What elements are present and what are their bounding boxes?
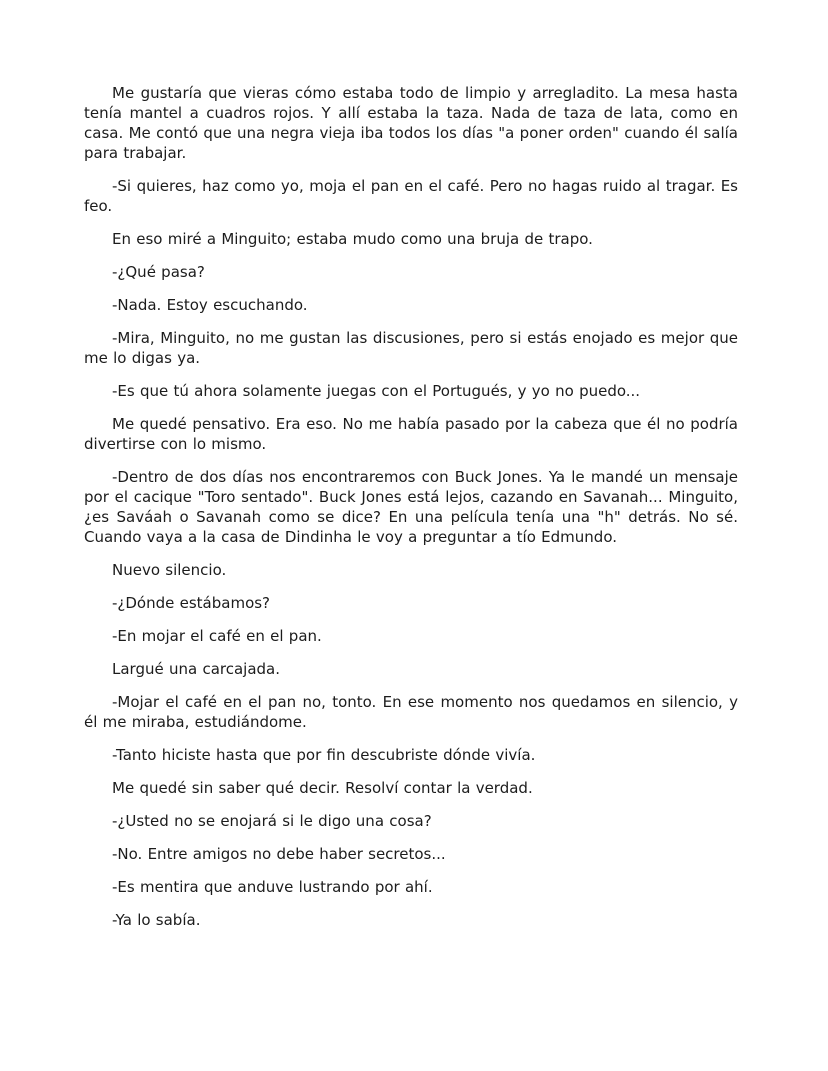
- paragraph: -Si quieres, haz como yo, moja el pan en el café. Pero no hagas ruido al tragar. Es feo.: [84, 177, 738, 215]
- paragraph: -No. Entre amigos no debe haber secretos...: [112, 845, 446, 863]
- paragraph: -Nada. Estoy escuchando.: [112, 296, 308, 314]
- paragraph: Me quedé pensativo. Era eso. No me había pasado por la cabeza que él no podría divertirse con lo mismo.: [84, 415, 738, 453]
- paragraph: Largué una carcajada.: [112, 660, 281, 678]
- paragraph: En eso miré a Minguito; estaba mudo como una bruja de trapo.: [112, 230, 593, 248]
- paragraph: -Tanto hiciste hasta que por fin descubriste dónde vivía.: [112, 746, 536, 764]
- paragraph: -Es que tú ahora solamente juegas con el Portugués, y yo no puedo...: [112, 382, 641, 400]
- paragraph: -¿Qué pasa?: [112, 263, 205, 281]
- paragraph: -Ya lo sabía.: [112, 911, 201, 929]
- paragraph: Nuevo silencio.: [112, 561, 227, 579]
- paragraph: -¿Dónde estábamos?: [112, 594, 271, 612]
- paragraph: -Es mentira que anduve lustrando por ahí.: [112, 878, 433, 896]
- paragraph: -¿Usted no se enojará si le digo una cosa?: [112, 812, 432, 830]
- paragraph: -Mojar el café en el pan no, tonto. En ese momento nos quedamos en silencio, y él me miraba, estudiándome.: [84, 693, 738, 731]
- document-body: [84, 83, 738, 930]
- paragraph: -Mira, Minguito, no me gustan las discusiones, pero si estás enojado es mejor que me lo digas ya.: [84, 329, 738, 367]
- paragraph: Me gustaría que vieras cómo estaba todo de limpio y arregladito. La mesa hasta tenía mantel a cuadros rojos. Y allí estaba la taza. Nada de taza de lata, como en casa. Me contó que una negra vieja iba todos los días "a poner orden" cuando él salía para trabajar.: [84, 84, 738, 162]
- paragraph: -En mojar el café en el pan.: [112, 627, 322, 645]
- paragraph: Me quedé sin saber qué decir. Resolví contar la verdad.: [112, 779, 533, 797]
- paragraph: -Dentro de dos días nos encontraremos con Buck Jones. Ya le mandé un mensaje por el cacique "Toro sentado". Buck Jones está lejos, cazando en Savanah... Minguito, ¿es Saváah o Savanah como se dice? En una película tenía una "h" detrás. No sé. Cuando vaya a la casa de Dindinha le voy a preguntar a tío Edmundo.: [84, 468, 738, 546]
